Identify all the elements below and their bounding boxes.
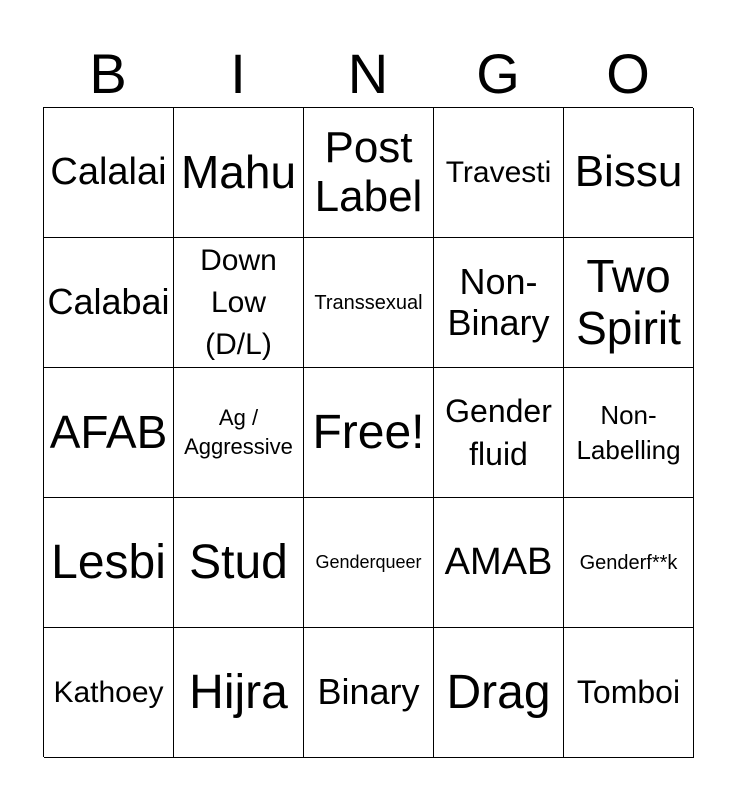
bingo-cell[interactable] [44, 368, 174, 498]
cell-label: Calalai [50, 151, 167, 194]
cell-label: Calabai [47, 281, 170, 323]
bingo-cell[interactable] [44, 238, 174, 368]
cell-label: Genderqueer [315, 552, 422, 573]
cell-label: Stud [189, 535, 288, 589]
bingo-cell[interactable] [564, 498, 694, 628]
bingo-cell[interactable] [304, 628, 434, 758]
header-letter-g: G [476, 42, 520, 105]
cell-label: Post Label [314, 123, 423, 221]
cell-label: Two Spirit [576, 249, 681, 354]
cell-label: Bissu [574, 147, 683, 197]
header-letter-i: I [230, 42, 246, 105]
cell-label: Gender fluid [445, 392, 552, 472]
header-letter-o: O [606, 42, 650, 105]
header-letter-b: B [89, 42, 127, 105]
bingo-cell[interactable] [434, 108, 564, 238]
bingo-cell[interactable] [304, 498, 434, 628]
bingo-cell[interactable] [174, 368, 304, 498]
cell-label: Non- Binary [447, 261, 550, 343]
bingo-cell[interactable] [304, 108, 434, 238]
bingo-cell[interactable] [434, 238, 564, 368]
cell-label: Mahu [180, 145, 297, 198]
bingo-cell[interactable] [44, 108, 174, 238]
cell-label: Down Low (D/L) [200, 243, 277, 361]
cell-label: Lesbi [51, 535, 166, 589]
bingo-cell[interactable] [564, 368, 694, 498]
cell-label: Ag / Aggressive [184, 404, 293, 459]
bingo-cell[interactable] [564, 238, 694, 368]
cell-label: AFAB [49, 405, 168, 458]
bingo-board [43, 107, 693, 757]
cell-label: AMAB [444, 541, 553, 584]
bingo-cell[interactable] [564, 628, 694, 758]
bingo-cell[interactable] [434, 498, 564, 628]
cell-label: Hijra [189, 665, 288, 719]
cell-label: Binary [317, 671, 420, 713]
bingo-cell[interactable] [304, 368, 434, 498]
bingo-cell[interactable] [174, 108, 304, 238]
bingo-cell[interactable] [564, 108, 694, 238]
cell-label: Tomboi [576, 674, 681, 711]
bingo-cell[interactable] [434, 368, 564, 498]
bingo-cell[interactable] [174, 498, 304, 628]
bingo-header [43, 40, 693, 108]
bingo-cell[interactable] [44, 498, 174, 628]
bingo-cell[interactable] [44, 628, 174, 758]
bingo-cell[interactable] [174, 238, 304, 368]
cell-label: Drag [446, 665, 551, 719]
cell-label: Non- Labelling [576, 400, 681, 465]
cell-label: Genderf**k [579, 551, 678, 574]
cell-label: Transsexual [314, 291, 423, 314]
bingo-cell[interactable] [434, 628, 564, 758]
cell-label: Travesti [445, 155, 552, 189]
cell-label: Kathoey [53, 675, 164, 709]
bingo-cell[interactable] [174, 628, 304, 758]
header-letter-n: N [347, 42, 389, 105]
cell-label: Free! [312, 405, 425, 459]
bingo-cell[interactable] [304, 238, 434, 368]
